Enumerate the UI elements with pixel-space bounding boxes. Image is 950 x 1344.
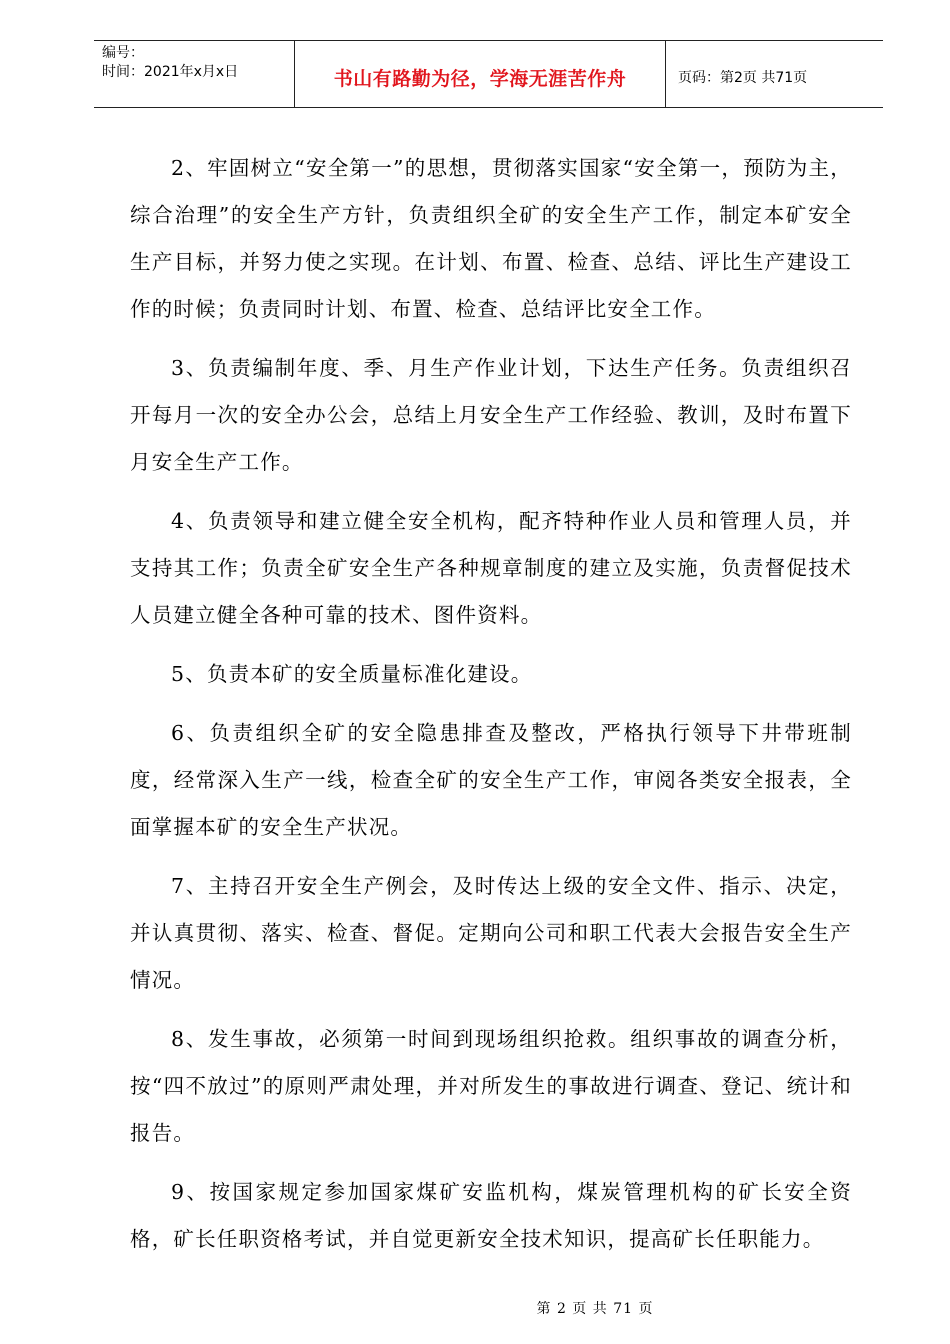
paragraph-item-5: 5、负责本矿的安全质量标准化建设。 — [171, 662, 533, 686]
header-motto-cell — [295, 41, 666, 107]
paragraph-item-7: 7、主持召开安全生产例会，及时传达上级的安全文件、指示、决定，并认真贯彻、落实、检查、督促。定期向公司和职工代表大会报告安全生产情况。 — [130, 874, 852, 992]
header-meta-cell — [94, 41, 295, 107]
header-page-info: 页码：第2页 共71页 — [678, 70, 808, 86]
paragraph-item-6: 6、负责组织全矿的安全隐患排查及整改，严格执行领导下井带班制度，经常深入生产一线，检查全矿的安全生产工作，审阅各类安全报表，全面掌握本矿的安全生产状况。 — [130, 721, 852, 839]
time-label: 时间：2021年x月x日 — [102, 64, 239, 80]
paragraph-item-2: 2、牢固树立“安全第一”的思想，贯彻落实国家“安全第一，预防为主，综合治理”的安全生产方针，负责组织全矿的安全生产工作，制定本矿安全生产目标，并努力使之实现。在计划、布置、检查、总结、评比生产建设工作的时候；负责同时计划、布置、检查、总结评比安全工作。 — [130, 156, 852, 321]
page-footer: 第 2 页 共 71 页 — [536, 1301, 654, 1317]
document-body — [130, 145, 852, 1275]
document-header — [94, 40, 883, 108]
motto-text: 书山有路勤为径，学海无涯苦作舟 — [333, 67, 627, 90]
paragraph-item-8: 8、发生事故，必须第一时间到现场组织抢救。组织事故的调查分析，按“四不放过”的原则严肃处理，并对所发生的事故进行调查、登记、统计和报告。 — [130, 1027, 852, 1145]
paragraph-item-3: 3、负责编制年度、季、月生产作业计划，下达生产任务。负责组织召开每月一次的安全办公会，总结上月安全生产工作经验、教训，及时布置下月安全生产工作。 — [130, 356, 852, 474]
paragraph-item-9: 9、按国家规定参加国家煤矿安监机构，煤炭管理机构的矿长安全资格，矿长任职资格考试，并自觉更新安全技术知识，提高矿长任职能力。 — [130, 1180, 852, 1251]
header-page-cell — [666, 41, 883, 107]
serial-number-label: 编号： — [102, 45, 144, 61]
paragraph-item-4: 4、负责领导和建立健全安全机构，配齐特种作业人员和管理人员，并支持其工作；负责全矿安全生产各种规章制度的建立及实施，负责督促技术人员建立健全各种可靠的技术、图件资料。 — [130, 509, 852, 627]
